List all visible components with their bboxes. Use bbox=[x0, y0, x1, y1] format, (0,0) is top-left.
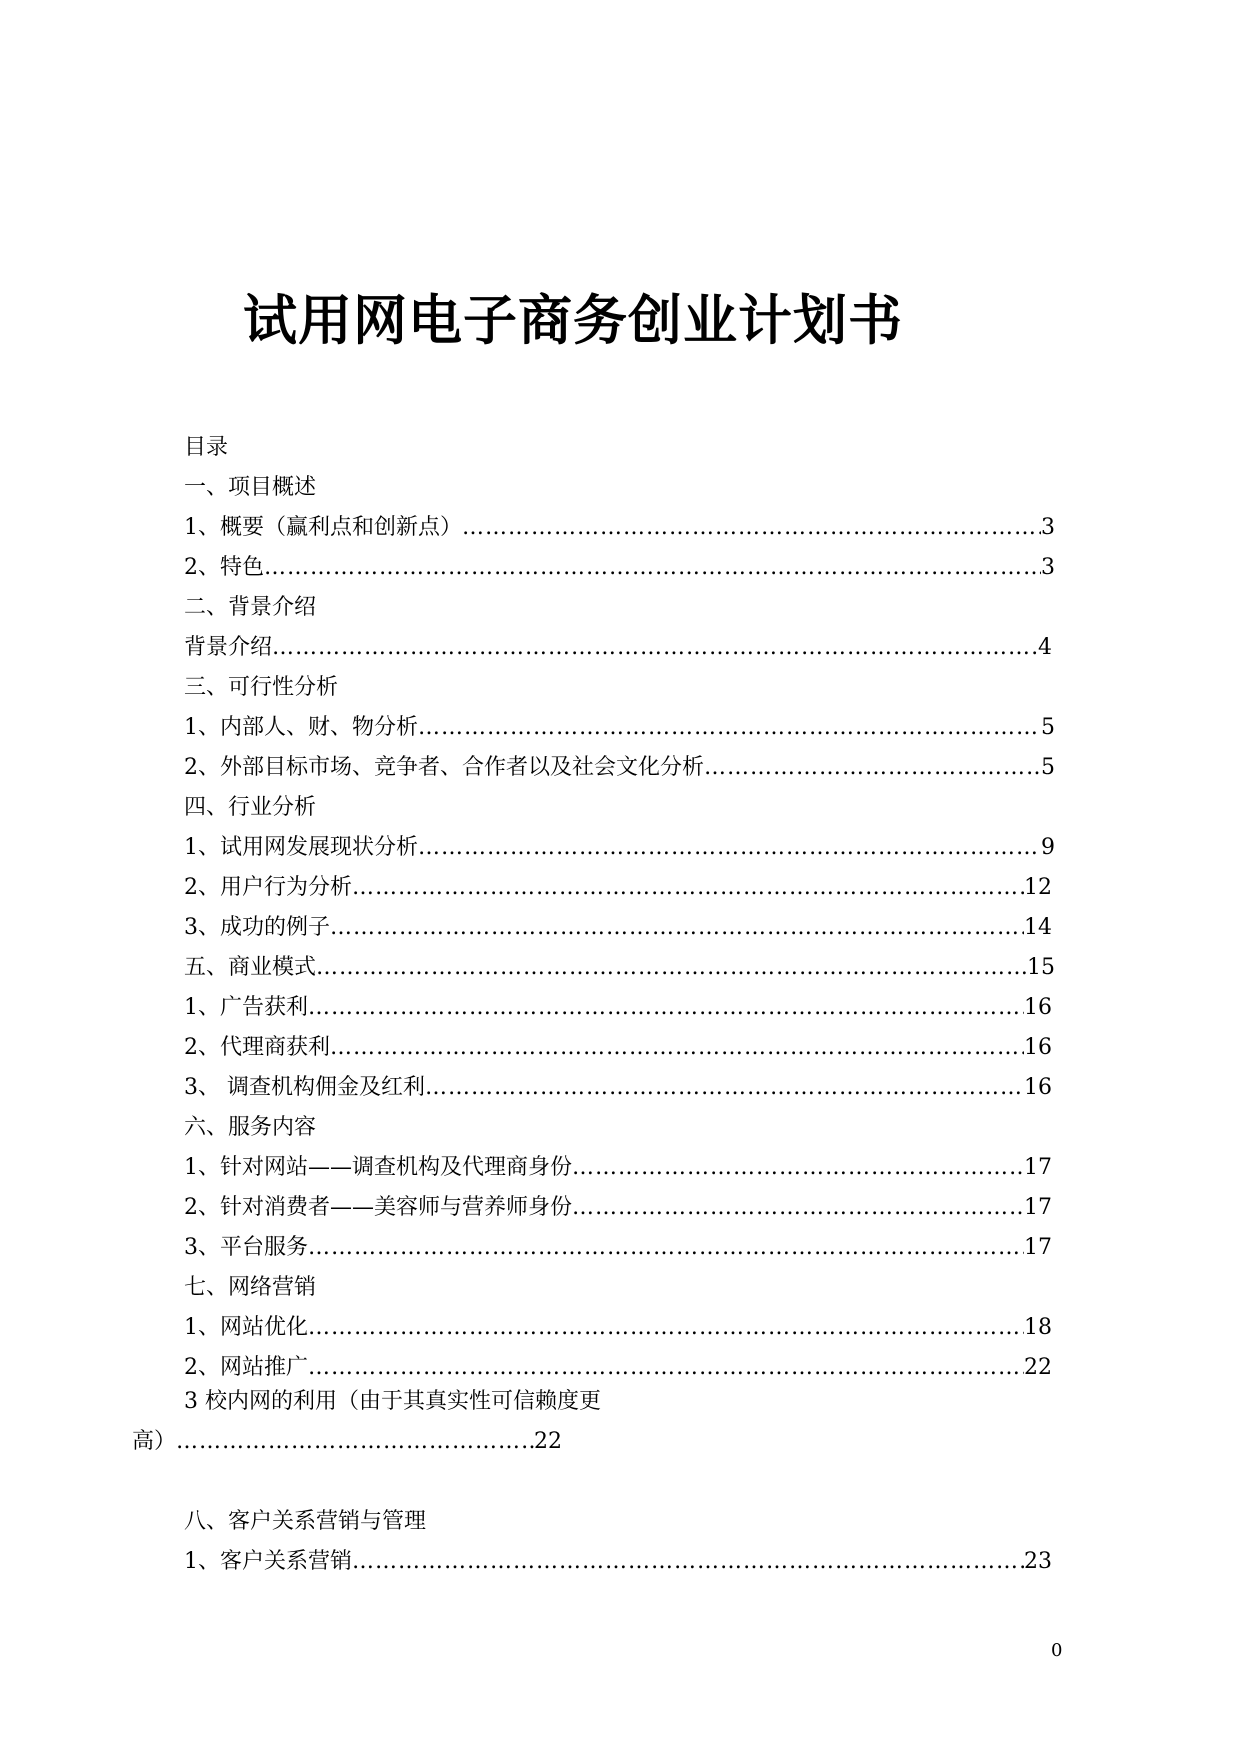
toc-entry-label: 2、代理商获利 bbox=[184, 1035, 330, 1060]
toc-leader-dots bbox=[330, 1028, 1024, 1068]
toc-entry-page: 16 bbox=[1024, 1075, 1052, 1100]
toc-section-heading: 四、行业分析 bbox=[184, 795, 317, 820]
toc-leader-dots bbox=[572, 1188, 1024, 1228]
toc-entry-label: 1、概要（赢利点和创新点） bbox=[184, 515, 462, 540]
toc-section-heading: 八、客户关系营销与管理 bbox=[184, 1509, 427, 1534]
toc-entry-label: 1、内部人、财、物分析 bbox=[184, 715, 418, 740]
toc-leader-dots bbox=[352, 1542, 1024, 1582]
toc-leader-dots bbox=[176, 1422, 534, 1462]
toc-leader-dots bbox=[572, 1148, 1024, 1188]
toc-entry-page: 17 bbox=[1024, 1155, 1052, 1180]
document-title: 试用网电子商务创业计划书 bbox=[243, 289, 903, 352]
toc-section-heading: 六、服务内容 bbox=[184, 1115, 317, 1140]
toc-entry-label: 3、成功的例子 bbox=[184, 915, 330, 940]
toc-leader-dots bbox=[462, 508, 1041, 548]
toc-entry bbox=[184, 988, 1052, 1028]
toc-heading: 目录 bbox=[184, 435, 229, 460]
toc-entry bbox=[184, 868, 1052, 908]
toc-entry-page: 17 bbox=[1024, 1195, 1052, 1220]
toc-entry-label: 2、特色 bbox=[184, 555, 264, 580]
toc-entry-label: 3、平台服务 bbox=[184, 1235, 308, 1260]
toc-entry-page: 5 bbox=[1041, 755, 1055, 780]
toc-entry-page: 3 bbox=[1041, 515, 1055, 540]
toc-leader-dots bbox=[330, 908, 1024, 948]
toc-entry-page: 22 bbox=[1024, 1355, 1052, 1380]
toc-entry bbox=[184, 748, 1055, 788]
toc-entry-label: 五、商业模式 bbox=[184, 955, 317, 980]
toc-section-heading: 二、背景介绍 bbox=[184, 595, 317, 620]
toc-entry bbox=[184, 1148, 1052, 1188]
toc-entry bbox=[184, 828, 1055, 868]
toc-leader-dots bbox=[418, 828, 1041, 868]
table-of-contents-continued bbox=[184, 1502, 1052, 1582]
toc-entry bbox=[184, 1028, 1052, 1068]
toc-entry-page: 22 bbox=[534, 1429, 562, 1454]
toc-entry-label: 1、客户关系营销 bbox=[184, 1549, 352, 1574]
toc-entry-label: 2、外部目标市场、竞争者、合作者以及社会文化分析 bbox=[184, 755, 704, 780]
toc-entry bbox=[184, 1308, 1052, 1348]
toc-entry-page: 17 bbox=[1024, 1235, 1052, 1260]
toc-entry-page: 16 bbox=[1024, 995, 1052, 1020]
toc-entry-label: 1、针对网站——调查机构及代理商身份 bbox=[184, 1155, 572, 1180]
toc-entry-label: 3、 调查机构佣金及红利 bbox=[184, 1075, 425, 1100]
toc-entry bbox=[184, 548, 1055, 588]
table-of-contents bbox=[184, 428, 1064, 1388]
toc-entry bbox=[184, 1068, 1052, 1108]
toc-entry-label: 2、网站推广 bbox=[184, 1355, 308, 1380]
toc-entry-page: 16 bbox=[1024, 1035, 1052, 1060]
toc-leader-dots bbox=[264, 548, 1041, 588]
toc-entry-label: 1、广告获利 bbox=[184, 995, 308, 1020]
toc-entry bbox=[184, 948, 1055, 988]
toc-entry-page: 12 bbox=[1024, 875, 1052, 900]
toc-entry-page: 9 bbox=[1041, 835, 1055, 860]
toc-entry-label: 2、针对消费者——美容师与营养师身份 bbox=[184, 1195, 572, 1220]
toc-leader-dots bbox=[316, 948, 1027, 988]
toc-entry-wrapped-line1: 3 校内网的利用（由于其真实性可信赖度更 bbox=[184, 1389, 601, 1414]
toc-section-heading: 三、可行性分析 bbox=[184, 675, 339, 700]
toc-leader-dots bbox=[352, 868, 1024, 908]
toc-entry-wrapped-line2 bbox=[132, 1422, 562, 1462]
toc-leader-dots bbox=[272, 628, 1038, 668]
toc-leader-dots bbox=[425, 1068, 1024, 1108]
toc-entry bbox=[184, 1228, 1052, 1268]
toc-entry bbox=[184, 1542, 1052, 1582]
toc-section-heading: 一、项目概述 bbox=[184, 475, 317, 500]
toc-entry bbox=[184, 628, 1052, 668]
toc-entry-label: 高） bbox=[132, 1429, 177, 1454]
toc-entry-page: 15 bbox=[1027, 955, 1055, 980]
toc-leader-dots bbox=[418, 708, 1041, 748]
toc-section-heading: 七、网络营销 bbox=[184, 1275, 317, 1300]
toc-entry-page: 3 bbox=[1041, 555, 1055, 580]
toc-entry-page: 4 bbox=[1038, 635, 1052, 660]
toc-entry-label: 2、用户行为分析 bbox=[184, 875, 352, 900]
toc-leader-dots bbox=[308, 1228, 1024, 1268]
toc-entry-label: 1、试用网发展现状分析 bbox=[184, 835, 418, 860]
toc-entry-page: 5 bbox=[1041, 715, 1055, 740]
toc-leader-dots bbox=[704, 748, 1041, 788]
toc-leader-dots bbox=[308, 1308, 1024, 1348]
toc-entry-label: 1、网站优化 bbox=[184, 1315, 308, 1340]
page-number: 0 bbox=[1051, 1640, 1063, 1661]
toc-entry-page: 23 bbox=[1024, 1549, 1052, 1574]
toc-entry bbox=[184, 1188, 1052, 1228]
toc-entry bbox=[184, 908, 1052, 948]
toc-leader-dots bbox=[308, 988, 1024, 1028]
toc-entry-page: 14 bbox=[1024, 915, 1052, 940]
toc-entry-page: 18 bbox=[1024, 1315, 1052, 1340]
toc-entry bbox=[184, 508, 1055, 548]
toc-entry-label: 背景介绍 bbox=[184, 635, 273, 660]
toc-entry bbox=[184, 708, 1055, 748]
